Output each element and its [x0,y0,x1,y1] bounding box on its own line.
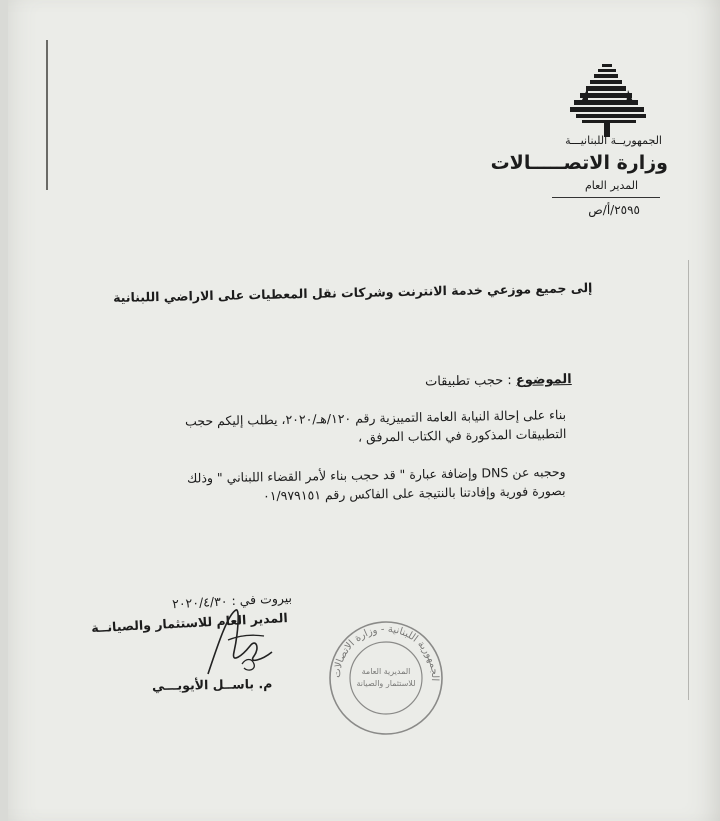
header-republic-text: الجمهوريــة اللبنانيـــة [565,134,662,147]
subject-text: : حجب تطبيقات [425,372,517,390]
letter-addressee: إلى جميع موزعي خدمة الانترنت وشركات نقل المعطيات على الاراضي اللبنانية [112,280,593,306]
subject-label: الموضوع [516,372,573,388]
header-director-title: المدير العام [584,179,638,192]
cedar-logo-icon [568,60,658,140]
scan-edge-line [46,40,48,190]
stamp-inner-line-2: للاستثمار والصيانة [356,679,416,688]
header-reference-number: ٢٥٩٥/أ/ص [588,203,640,217]
stamp-outer-text: الجمهورية اللبنانية - وزارة الاتصالات [331,623,441,682]
official-stamp [326,618,446,738]
header-ministry-name: وزارة الاتصـــــالات [490,152,668,174]
letter-page [8,0,720,821]
letter-subject [425,372,572,390]
paragraph-1-line-1: بناء على إحالة النيابة العامة التمييزية رقم ١٢٠/هـ/٢٠٢٠، يطلب إليكم حجب [184,407,567,429]
stamp-inner-line-1: المديرية العامة [361,667,411,676]
signature-date: بيروت في : ٢٠٢٠/٤/٣٠ [171,590,293,612]
signatory-name: م. باســل الأيوبـــي [151,676,273,694]
paragraph-2-line-2: بصورة فورية وإفادتنا بالنتيجة على الفاكس رقم ٠١/٩٧٩١٥١ [263,483,567,504]
signature-title: المدير العام للاستثمار والصيانــة [91,610,289,636]
paragraph-2-line-1: وحجبه عن DNS وإضافة عبارة " قد حجب بناء لأمر القضاء اللبناني " وذلك [187,464,567,486]
scan-edge-line-right [688,260,689,700]
paragraph-1-line-2: التطبيقات المذكورة في الكتاب المرفق ، [357,426,567,445]
handwritten-signature [198,604,288,684]
header-divider [552,197,660,198]
